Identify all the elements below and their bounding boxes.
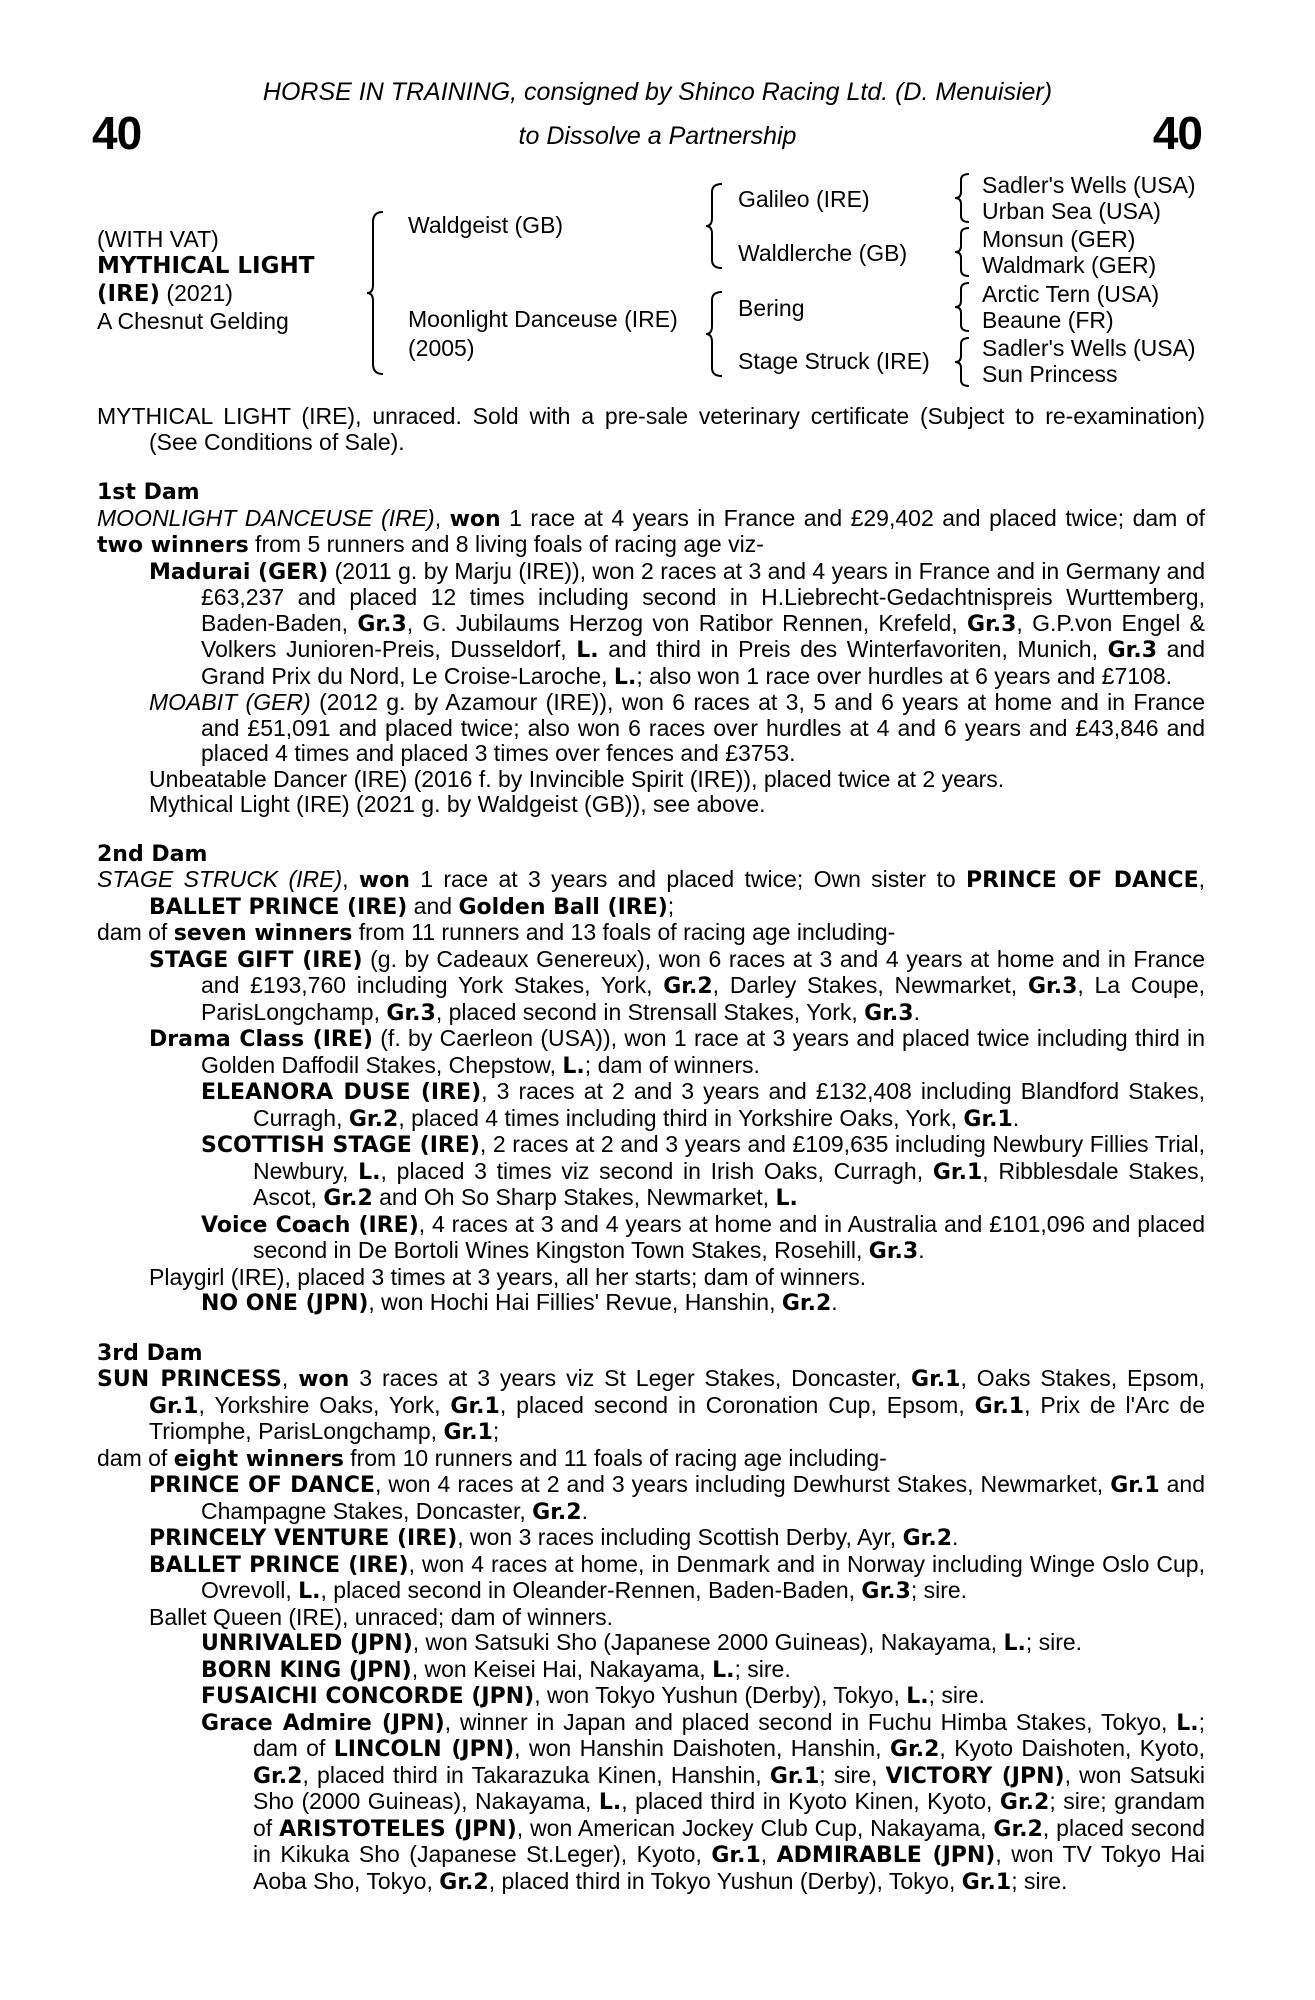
pedigree-ddd: Sun Princess (982, 361, 1118, 387)
catalogue-title-line1: HORSE IN TRAINING, consigned by Shinco Racing Ltd. (D. Menuisier) (262, 78, 1053, 106)
horse-name: MYTHICAL LIGHT (97, 253, 315, 279)
produce-playgirl: Playgirl (IRE), placed 3 times at 3 years, all her starts; dam of winners. (149, 1263, 867, 1290)
pedigree-dss: Arctic Tern (USA) (982, 281, 1160, 307)
horse-origin: (IRE) (97, 281, 161, 307)
third-dam-dam-of: dam of eight winners from 10 runners and 11 foals of racing age including- (97, 1444, 887, 1472)
pedigree-sdd: Waldmark (GER) (982, 252, 1157, 278)
produce-drama-class: Drama Class (IRE) (f. by Caerleon (USA)), won 1 race at 3 years and placed twice including third in Golden Daffodil Stakes, Chepstow, L.; dam of winners. (149, 1025, 1205, 1079)
grandproduce-no-one: NO ONE (JPN), won Hochi Hai Fillies' Revue, Hanshin, Gr.2. (201, 1289, 838, 1316)
pedigree-brace-dam (704, 290, 726, 378)
pedigree-sire-sire: Galileo (IRE) (738, 186, 870, 212)
lot-number-left: 40 (92, 107, 142, 159)
pedigree-brace-dd (953, 336, 973, 388)
produce-ballet-queen: Ballet Queen (IRE), unraced; dam of winners. (149, 1603, 614, 1630)
horse-year: (2021) (160, 280, 233, 306)
pedigree-brace-sire (704, 182, 726, 270)
grandproduce-voice-coach: Voice Coach (IRE), 4 races at 3 and 4 years at home and in Australia and £101,096 and placed second in De Bortoli Wines Kingston Town Stakes, Rosehill, Gr.3. (201, 1210, 1205, 1264)
produce-moabit: MOABIT (GER) (2012 g. by Azamour (IRE)), won 6 races at 3, 5 and 6 years at home and in France and £51,091 and placed twice; also won 6 races over hurdles at 4 and 6 years and £43,846 and placed 4 times and placed 3 times over fences and £3753. (149, 689, 1205, 766)
pedigree-brace-gen1 (365, 210, 387, 376)
horse-name-line2 (97, 280, 314, 308)
grandproduce-fusaichi-concorde: FUSAICHI CONCORDE (JPN), won Tokyo Yushun (Derby), Tokyo, L.; sire. (201, 1682, 985, 1709)
second-dam-summary: STAGE STRUCK (IRE), won 1 race at 3 years and placed twice; Own sister to PRINCE OF DANCE, BALLET PRINCE (IRE) and Golden Ball (IRE); (97, 866, 1205, 920)
pedigree-dam: Moonlight Danceuse (IRE) (408, 306, 678, 332)
produce-unbeatable-dancer: Unbeatable Dancer (IRE) (2016 f. by Invincible Spirit (IRE)), placed twice at 2 years. (149, 765, 1005, 792)
produce-mythical-light: Mythical Light (IRE) (2021 g. by Waldgeist (GB)), see above. (149, 791, 766, 817)
produce-madurai: Madurai (GER) (2011 g. by Marju (IRE)), won 2 races at 3 and 4 years in France and in Germany and £63,237 and placed 12 times including second in H.Liebrecht-Gedachtnispreis Wurttemberg, Baden-Baden, Gr.3, G. Jubilaums Herzog von Ratibor Rennen, Krefeld, Gr.3, G.P.von Engel & Volkers Junioren-Preis, Dusseldorf, L. and third in Preis des Winterfavoriten, Munich, Gr.3 and Grand Prix du Nord, Le Croise-Laroche, L.; also won 1 race over hurdles at 6 years and £7108. (149, 557, 1205, 690)
horse-description: A Chesnut Gelding (97, 308, 289, 334)
pedigree-dam-year: (2005) (408, 335, 475, 361)
produce-ballet-prince: BALLET PRINCE (IRE), won 4 races at home, in Denmark and in Norway including Winge Oslo Cup, Ovrevoll, L., placed second in Oleander-Rennen, Baden-Baden, Gr.3; sire. (149, 1550, 1205, 1604)
third-dam-summary: SUN PRINCESS, won 3 races at 3 years viz St Leger Stakes, Doncaster, Gr.1, Oaks Stakes, Epsom, Gr.1, Yorkshire Oaks, York, Gr.1, placed second in Coronation Cup, Epsom, Gr.1, Prix de l'Arc de Triomphe, ParisLongchamp, Gr.1; (97, 1365, 1206, 1445)
dam-sections (97, 480, 1205, 1895)
pedigree-sds: Monsun (GER) (982, 226, 1136, 252)
first-dam-heading: 1st Dam (97, 480, 200, 505)
pedigree-brace-sd (953, 226, 973, 278)
vat-note: (WITH VAT) (97, 226, 219, 252)
pedigree-sss: Sadler's Wells (USA) (982, 172, 1196, 198)
second-dam-dam-of: dam of seven winners from 11 runners and 13 foals of racing age including- (97, 919, 896, 946)
pedigree-ssd: Urban Sea (USA) (982, 198, 1161, 224)
pedigree-sire-dam: Waldlerche (GB) (738, 240, 908, 266)
pedigree-dam-dam: Stage Struck (IRE) (738, 348, 930, 374)
intro-paragraph: MYTHICAL LIGHT (IRE), unraced. Sold with a pre-sale veterinary certificate (Subject to re-examination) (See Conditions of Sale). (97, 403, 1205, 455)
pedigree-dds: Sadler's Wells (USA) (982, 335, 1196, 361)
pedigree-brace-ss (953, 172, 973, 224)
intro-section (97, 404, 1205, 455)
lot-number-right: 40 (1152, 107, 1202, 159)
grandproduce-scottish-stage: SCOTTISH STAGE (IRE), 2 races at 2 and 3 years and £109,635 including Newbury Fillies Trial, Newbury, L., placed 3 times viz second in Irish Oaks, Curragh, Gr.1, Ribblesdale Stakes, Ascot, Gr.2 and Oh So Sharp Stakes, Newmarket, L. (201, 1131, 1206, 1211)
pedigree-sire: Waldgeist (GB) (408, 212, 564, 238)
horse-identity (97, 226, 314, 335)
produce-prince-of-dance: PRINCE OF DANCE, won 4 races at 2 and 3 years including Dewhurst Stakes, Newmarket, Gr.1 and Champagne Stakes, Doncaster, Gr.2. (149, 1471, 1205, 1525)
grandproduce-grace-admire: Grace Admire (JPN), winner in Japan and placed second in Fuchu Himba Stakes, Tokyo, L.; dam of LINCOLN (JPN), won Hanshin Daishoten, Hanshin, Gr.2, Kyoto Daishoten, Kyoto, Gr.2, placed third in Takarazuka Kinen, Hanshin, Gr.1; sire, VICTORY (JPN), won Satsuki Sho (2000 Guineas), Nakayama, L., placed third in Kyoto Kinen, Kyoto, Gr.2; sire; grandam of ARISTOTELES (JPN), won American Jockey Club Cup, Nakayama, Gr.2, placed second in Kikuka Sho (Japanese St.Leger), Kyoto, Gr.1, ADMIRABLE (JPN), won TV Tokyo Hai Aoba Sho, Tokyo, Gr.2, placed third in Tokyo Yushun (Derby), Tokyo, Gr.1; sire. (201, 1708, 1206, 1895)
grandproduce-born-king: BORN KING (JPN), won Keisei Hai, Nakayama, L.; sire. (201, 1655, 791, 1683)
catalogue-title-line2: to Dissolve a Partnership (518, 122, 797, 150)
produce-stage-gift: STAGE GIFT (IRE) (g. by Cadeaux Genereux), won 6 races at 3 and 4 years at home and in France and £193,760 including York Stakes, York, Gr.2, Darley Stakes, Newmarket, Gr.3, La Coupe, ParisLongchamp, Gr.3, placed second in Strensall Stakes, York, Gr.3. (149, 945, 1206, 1026)
produce-princely-venture: PRINCELY VENTURE (IRE), won 3 races including Scottish Derby, Ayr, Gr.2. (149, 1524, 959, 1551)
grandproduce-unrivaled: UNRIVALED (JPN), won Satsuki Sho (Japanese 2000 Guineas), Nakayama, L.; sire. (201, 1629, 1083, 1656)
second-dam-heading: 2nd Dam (97, 841, 208, 867)
third-dam-heading: 3rd Dam (97, 1340, 203, 1366)
pedigree-dam-sire: Bering (738, 295, 805, 321)
first-dam-summary: MOONLIGHT DANCEUSE (IRE), won 1 race at 4 years in France and £29,402 and placed twice; dam of two winners from 5 runners and 8 living foals of racing age viz- (97, 504, 1205, 558)
grandproduce-eleanora-duse: ELEANORA DUSE (IRE), 3 races at 2 and 3 years and £132,408 including Blandford Stakes, Curragh, Gr.2, placed 4 times including third in Yorkshire Oaks, York, Gr.1. (201, 1078, 1205, 1132)
pedigree-brace-ds (953, 281, 973, 333)
pedigree-dsd: Beaune (FR) (982, 307, 1114, 333)
